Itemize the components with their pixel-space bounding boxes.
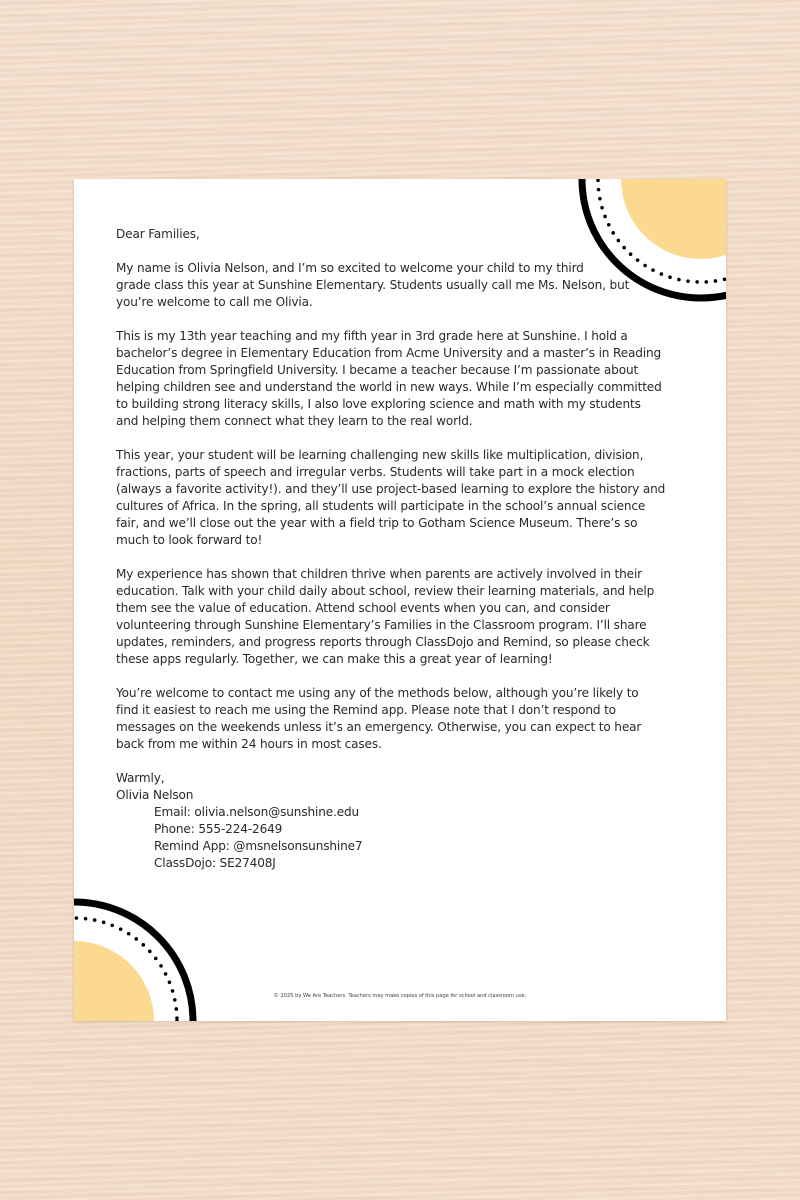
text-line: This year, your student will be learning challenging new skills like multiplication, division, (116, 448, 644, 462)
closing: Warmly, (116, 771, 165, 785)
text-line: find it easiest to reach me using the Remind app. Please note that I don’t respond to (116, 703, 616, 717)
text-line: back from me within 24 hours in most cases. (116, 737, 382, 751)
contact-email: Email: olivia.nelson@sunshine.edu (154, 805, 360, 819)
text-line: fractions, parts of speech and irregular verbs. Students will take part in a mock election (116, 465, 635, 479)
text-line: (always a favorite activity!). and they’ll use project-based learning to explore the history and (116, 482, 666, 496)
paragraph-introduction (116, 260, 676, 311)
letter-body (116, 226, 676, 872)
text-line: My name is Olivia Nelson, and I’m so excited to welcome your child to my third (116, 261, 584, 275)
text-line: You’re welcome to contact me using any of the methods below, although you’re likely to (116, 686, 639, 700)
letter-page (74, 179, 726, 1021)
text-line: fair, and we’ll close out the year with a field trip to Gotham Science Museum. There’s so (116, 516, 638, 530)
sun-corner-decoration-bottom-left (74, 896, 199, 1021)
signoff (116, 770, 676, 804)
text-line: these apps regularly. Together, we can make this a great year of learning! (116, 652, 553, 666)
text-line: helping children see and understand the world in new ways. While I’m especially committed (116, 380, 662, 394)
copyright-footer: © 2025 by We Are Teachers. Teachers may make copies of this page for school and classroom use. (273, 993, 527, 999)
text-line: My experience has shown that children thrive when parents are actively involved in their (116, 567, 642, 581)
contact-classdojo: ClassDojo: SE27408J (154, 856, 276, 870)
text-line: you’re welcome to call me Olivia. (116, 295, 313, 309)
text-line: This is my 13th year teaching and my fifth year in 3rd grade here at Sunshine. I hold a (116, 329, 628, 343)
text-line: education. Talk with your child daily about school, review their learning materials, and help (116, 584, 655, 598)
text-line: and helping them connect what they learn to the real world. (116, 414, 473, 428)
greeting: Dear Families, (116, 227, 200, 241)
paragraph-background (116, 328, 676, 430)
paragraph-family-involvement (116, 566, 676, 668)
text-line: volunteering through Sunshine Elementary’s Families in the Classroom program. I’ll share (116, 618, 647, 632)
paragraph-contact (116, 685, 676, 753)
text-line: grade class this year at Sunshine Elementary. Students usually call me Ms. Nelson, but (116, 278, 630, 292)
text-line: messages on the weekends unless it’s an emergency. Otherwise, you can expect to hear (116, 720, 642, 734)
contact-remind-app: Remind App: @msnelsonsunshine7 (154, 839, 363, 853)
contact-phone: Phone: 555-224-2649 (154, 822, 283, 836)
text-line: Education from Springfield University. I became a teacher because I’m passionate about (116, 363, 639, 377)
text-line: cultures of Africa. In the spring, all students will participate in the school’s annual science (116, 499, 646, 513)
sun-fill (74, 941, 154, 1021)
text-line: to building strong literacy skills, I also love exploring science and math with my students (116, 397, 641, 411)
signature-name: Olivia Nelson (116, 788, 194, 802)
text-line: bachelor’s degree in Elementary Education from Acme University and a master’s in Reading (116, 346, 662, 360)
paragraph-curriculum (116, 447, 676, 549)
text-line: much to look forward to! (116, 533, 263, 547)
text-line: them see the value of education. Attend school events when you can, and consider (116, 601, 610, 615)
text-line: updates, reminders, and progress reports through ClassDojo and Remind, so please check (116, 635, 650, 649)
contact-list (154, 804, 676, 872)
